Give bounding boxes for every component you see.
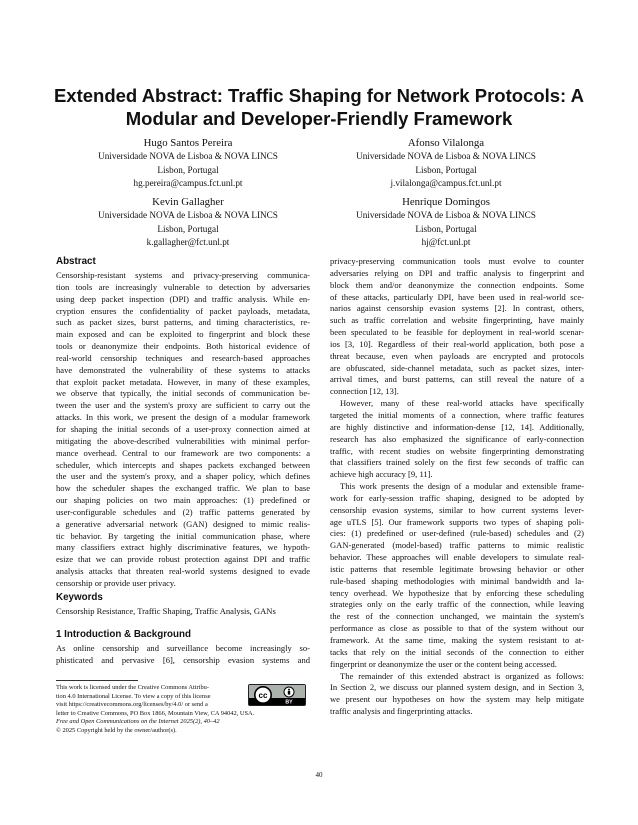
text-line: connection [12, 13]. (330, 386, 399, 397)
text-line: narios against censorship evasion systems [2]. In contrast, others, (330, 303, 584, 314)
footnote-copyright: © 2025 Copyright held by the owner/author(s). (56, 726, 177, 734)
intro-body (56, 643, 310, 667)
text-line: censorship evasion systems, similar to how current systems lever- (330, 504, 584, 515)
text-line: tion tools are increasingly vulnerable to detection by adversaries (56, 281, 310, 292)
author-block (48, 136, 328, 191)
paper-title (40, 84, 598, 130)
author-name: Hugo Santos Pereira (143, 137, 233, 149)
text-line: In Section 2, we discuss our planned system design, and in Section 3, (330, 682, 584, 693)
text-line: such as traffic correlation and website fingerprinting, have mainly (330, 315, 584, 326)
text-line: are obfuscated, side-channel metadata, such as packet sizes, inter- (330, 362, 584, 373)
author-email: j.vilalonga@campus.fct.unl.pt (390, 178, 502, 189)
text-line: cryption ensures the confidentiality of packet payloads, metadata, (56, 305, 310, 316)
text-line: work for early-session traffic shaping, designed to be adopted by (330, 492, 584, 503)
text-line: that classifiers trained solely on the first few seconds of traffic can (330, 457, 584, 468)
text-line: censorship or provide user privacy. (56, 577, 176, 588)
text-line: As online censorship and surveillance become increasingly so- (56, 643, 310, 653)
author-email: hj@fct.unl.pt (421, 237, 471, 248)
text-line: adversaries relying on DPI and traffic analysis to fingerprint and (330, 267, 584, 278)
text-line: behavior. These approaches will enable developers to simulate real- (330, 552, 584, 563)
text-line: attacks. In this work, we present the design of a modular framework (56, 412, 310, 423)
text-line: that exploit packet metadata. However, in many of these examples, (56, 376, 310, 387)
text-line: mance overhead. Central to our framework are two components: a (56, 447, 310, 458)
text-line: have demonstrated the vulnerability of these systems to attacks (56, 364, 310, 375)
text-line: age uTLS [5]. Our framework supports two types of shaping poli- (330, 516, 584, 527)
cc-by-license-badge-icon (248, 684, 306, 706)
text-line: real-world censorship techniques and research-based approaches (56, 352, 310, 363)
text-line: tic behavior. By targeting the initial communication phase, where (56, 530, 310, 541)
text-line: achieve high accuracy [9, 11]. (330, 469, 433, 480)
text-line: This work presents the design of a modular and extensible frame- (340, 481, 584, 492)
author-block (306, 136, 586, 191)
text-line: rule-based shaping methodologies with minimal bandwidth and la- (330, 575, 584, 586)
intro-heading: 1 Introduction & Background (56, 629, 191, 640)
text-line: performance as close as possible to that of the system without our (330, 623, 584, 634)
text-line: istic patterns that resemble legitimate browsing behavior or other (330, 563, 584, 574)
author-location: Lisbon, Portugal (157, 164, 219, 175)
author-block (306, 195, 586, 250)
text-line: main exposed and can be exploited to fingerprint and block these (56, 329, 310, 340)
text-line: However, many of these real-world attacks have specifically (340, 398, 584, 409)
text-line: mitigating the above-described vulnerabilities with minimal perfor- (56, 435, 310, 446)
text-line: tween the user and the system's proxy are sufficient to carry out the (56, 400, 310, 411)
text-line: cies: (1) predefined or user-defined (rule-based) schedules and (2) (330, 528, 584, 539)
abstract-heading: Abstract (56, 256, 96, 267)
author-location: Lisbon, Portugal (415, 223, 477, 234)
text-line: esize that we can provide robust protection against DPI and traffic (56, 554, 310, 565)
author-affiliation: Universidade NOVA de Lisboa & NOVA LINCS (356, 210, 536, 220)
text-line: privacy-preserving communication tools must evolve to counter (330, 256, 584, 266)
text-line: for shaping the initial seconds of a user-proxy connection aimed at (56, 423, 310, 434)
text-line: ios [3, 10]. Regardless of their real-world application, both pose a (330, 338, 584, 349)
text-line: The remainder of this extended abstract is organized as follows: (340, 670, 584, 681)
abstract-body (56, 270, 310, 590)
right-column-body (330, 256, 584, 718)
footnote-rule (56, 680, 138, 681)
title-line-2: Modular and Developer-Friendly Framework (125, 108, 513, 129)
text-line: analysis attacks that threaten real-world systems designed to evade (56, 566, 310, 577)
text-line: fingerprint or deanonymize the user or the content being accessed. (330, 658, 557, 669)
author-name: Henrique Domingos (402, 196, 490, 208)
text-line: using deep packet inspection (DPI) and traffic analysis. While en- (56, 293, 310, 304)
text-line: tacks that rely on the initial seconds of the connection to either (330, 646, 584, 657)
paragraph (330, 398, 584, 481)
keywords-heading: Keywords (56, 592, 103, 603)
text-line: scheduler, which intercepts and shapes packets exchanged between (56, 459, 310, 470)
text-line: targeted the initial moments of a connection, where traffic features (330, 409, 584, 420)
text-line: how the scheduler shapes the exchanged traffic. We plan to base (56, 483, 310, 494)
text-line: our shaping policies on two main approaches: (1) predefined or (56, 495, 310, 506)
text-line: we present our hypotheses on how the system may help mitigate (330, 694, 584, 705)
footnote-line: tion 4.0 International License. To view a copy of this license (56, 692, 211, 700)
keywords-text: Censorship Resistance, Traffic Shaping, Traffic Analysis, GANs (56, 606, 276, 616)
author-affiliation: Universidade NOVA de Lisboa & NOVA LINCS (98, 151, 278, 161)
by-badge-text: BY (285, 699, 293, 705)
text-line: research has also emphasized the significance of early-connection (330, 433, 584, 444)
author-location: Lisbon, Portugal (157, 223, 219, 234)
text-line: Censorship-resistant systems and privacy-preserving communica- (56, 270, 310, 280)
text-line: many classifiers extract highly discriminative features, we hypoth- (56, 542, 310, 553)
paragraph (330, 481, 584, 671)
author-name: Kevin Gallagher (152, 196, 224, 208)
text-line: block them and/or deanonymize the connection endpoints. Some (330, 279, 584, 290)
text-line: we observe that typically, the initial seconds of communication be- (56, 388, 310, 399)
text-line: threat because, even when payloads are encrypted and protocols (330, 350, 584, 361)
cc-by-icon (249, 685, 305, 705)
footnote-line: letter to Creative Commons, PO Box 1866, Mountain View, CA 94042, USA. (56, 709, 255, 717)
author-email: k.gallagher@fct.unl.pt (146, 237, 230, 248)
text-line: traffic analysis and fingerprinting attacks. (330, 706, 473, 717)
text-line: are highly distinctive and information-dense [12, 14]. Additionally, (330, 421, 584, 432)
text-line: tools or deanonymize their endpoints. Both historical evidence of (56, 341, 310, 352)
page-number: 40 (315, 771, 323, 779)
text-line: user-configurable schedules and (2) traffic patterns generated by (56, 506, 310, 517)
text-line: a generative adversarial network (GAN) designed to mimic realis- (56, 518, 310, 529)
author-location: Lisbon, Portugal (415, 164, 477, 175)
footnote-venue: Free and Open Communications on the Internet 2025(2), 40–42 (56, 718, 220, 726)
text-line: the rest of the connection unchanged, we maintain the system's (330, 611, 584, 622)
author-name: Afonso Vilalonga (407, 137, 485, 149)
text-line: GAN-generated (model-based) traffic patterns to mimic realistic (330, 540, 584, 551)
title-line-1: Extended Abstract: Traffic Shaping for Network Protocols: A (53, 85, 585, 106)
text-line: been speculated to be feasible for deployment in real-world scenar- (330, 327, 584, 338)
text-line: strategies only on the early traffic of the connection, while leaving (330, 599, 584, 610)
footnote-line: visit https://creativecommons.org/licenses/by/4.0/ or send a (56, 701, 208, 709)
author-affiliation: Universidade NOVA de Lisboa & NOVA LINCS (98, 210, 278, 220)
text-line: such as packet sizes, burst patterns, and timing characteristics, re- (56, 317, 310, 328)
text-line: tency overhead. We hypothesize that by enforcing these scheduling (330, 587, 584, 598)
footnote (56, 684, 254, 736)
text-line: traffic, with recent studies on website fingerprinting demonstrating (330, 445, 584, 456)
paragraph (330, 256, 584, 398)
cc-badge-text: cc (258, 691, 268, 700)
text-line: phisticated and pervasive [6], censorship evasion systems and (56, 654, 310, 665)
footnote-line: This work is licensed under the Creative Commons Attribu- (56, 684, 209, 691)
text-line: framework. At the same time, making the system resistant to at- (330, 635, 584, 645)
text-line: the user and the system's proxy, and a shaper policy, which defines (56, 471, 310, 482)
author-affiliation: Universidade NOVA de Lisboa & NOVA LINCS (356, 151, 536, 161)
author-email: hg.pereira@campus.fct.unl.pt (133, 178, 243, 189)
text-line: arrival times, and burst patterns, can still reveal the nature of a (330, 374, 584, 385)
paragraph (330, 671, 584, 718)
author-block (48, 195, 328, 250)
text-line: of these attacks, particularly DPI, have been used in real-world sce- (330, 291, 584, 302)
